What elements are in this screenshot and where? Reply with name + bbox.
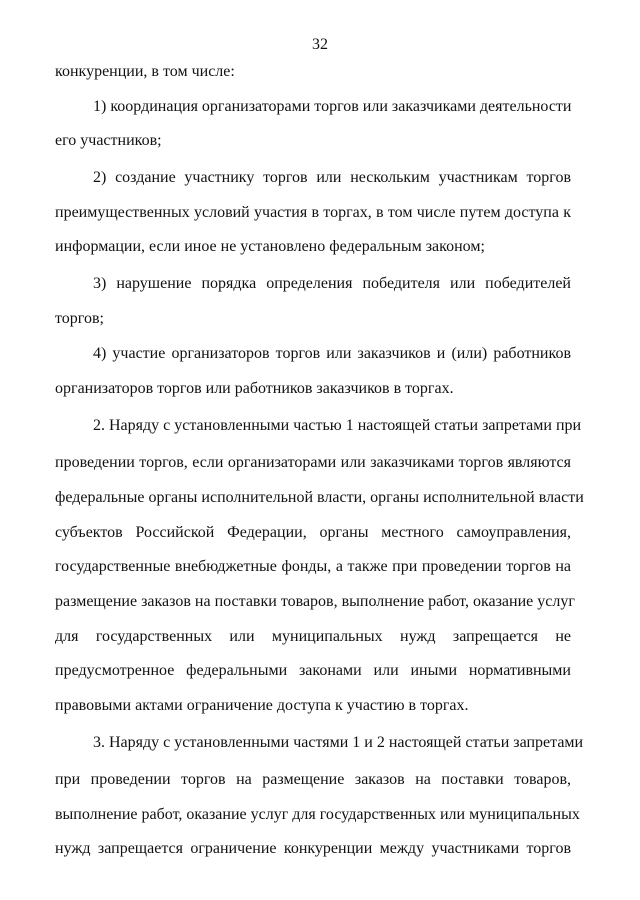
- text-line: для государственных или муниципальных нужд запрещается не: [55, 628, 571, 645]
- text-line: 1) координация организаторами торгов или заказчиками деятельности: [93, 98, 572, 115]
- text-line: 4) участие организаторов торгов или заказчиков и (или) работников: [93, 345, 571, 362]
- text-line: торгов;: [55, 310, 104, 327]
- text-line: организаторов торгов или работников заказчиков в торгах.: [55, 380, 454, 397]
- text-line: 3. Наряду с установленными частями 1 и 2 настоящей статьи запретами: [93, 734, 584, 751]
- text-line: 3) нарушение порядка определения победителя или победителей: [93, 275, 571, 292]
- text-line: государственные внебюджетные фонды, а также при проведении торгов на: [55, 558, 571, 575]
- text-line: 2. Наряду с установленными частью 1 настоящей статьи запретами при: [93, 417, 582, 434]
- text-line: преимущественных условий участия в торгах, в том числе путем доступа к: [55, 204, 571, 221]
- text-line: 2) создание участнику торгов или нескольким участникам торгов: [93, 169, 571, 186]
- text-line: субъектов Российской Федерации, органы местного самоуправления,: [55, 524, 571, 541]
- text-line: правовыми актами ограничение доступа к участию в торгах.: [55, 697, 469, 714]
- text-line: предусмотренное федеральными законами или иными нормативными: [55, 662, 571, 679]
- text-line: при проведении торгов на размещение заказов на поставки товаров,: [55, 771, 571, 788]
- text-line: информации, если иное не установлено федеральным законом;: [55, 238, 485, 255]
- page-number: 32: [312, 36, 328, 53]
- text-line: размещение заказов на поставки товаров, выполнение работ, оказание услуг: [55, 593, 575, 610]
- text-line: проведении торгов, если организаторами или заказчиками торгов являются: [55, 454, 571, 471]
- text-line: выполнение работ, оказание услуг для государственных или муниципальных: [55, 806, 580, 823]
- text-line: федеральные органы исполнительной власти, органы исполнительной власти: [55, 489, 584, 506]
- text-line: его участников;: [55, 132, 162, 149]
- text-line: нужд запрещается ограничение конкуренции между участниками торгов: [55, 840, 571, 857]
- text-line: конкуренции, в том числе:: [55, 63, 235, 80]
